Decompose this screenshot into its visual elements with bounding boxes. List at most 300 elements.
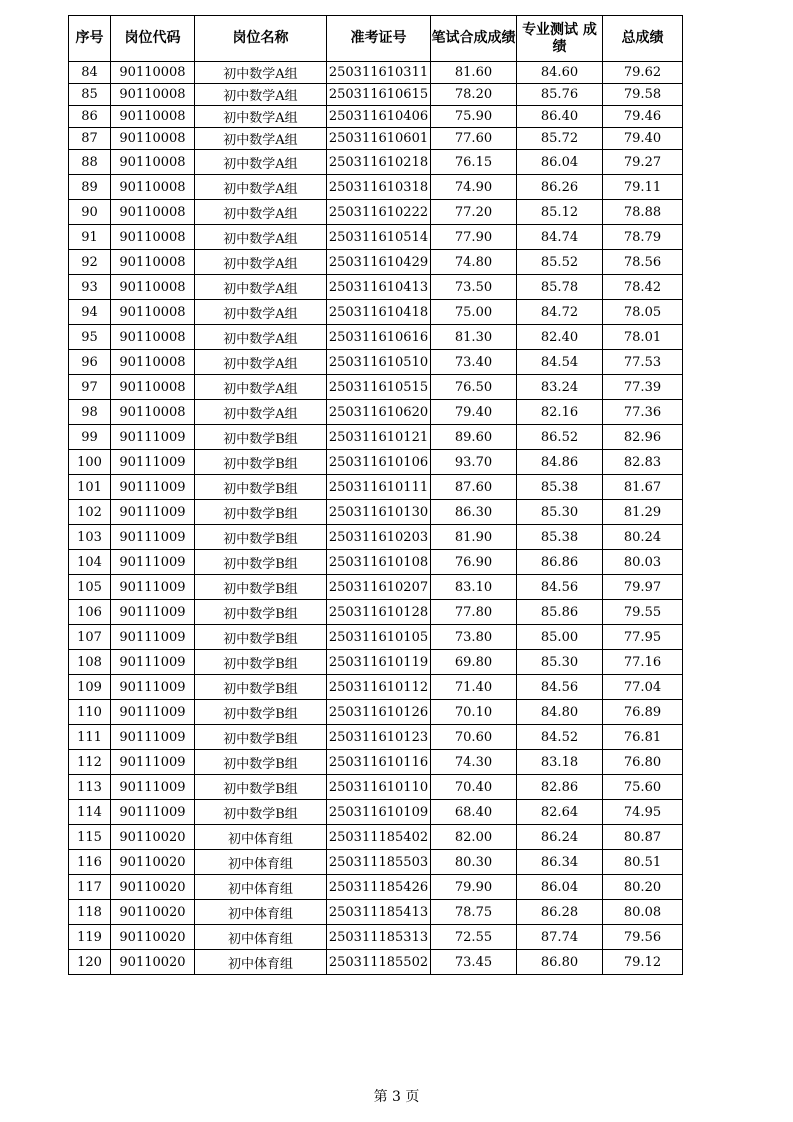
cell-post-name: 初中数学B组 (195, 775, 327, 800)
cell-written-score: 73.45 (431, 950, 517, 975)
cell-seq: 111 (69, 725, 111, 750)
table-row (69, 400, 683, 425)
cell-seq: 84 (69, 62, 111, 84)
cell-exam-id: 250311610111 (327, 475, 431, 500)
cell-post-code: 90111009 (111, 800, 195, 825)
cell-exam-id: 250311610123 (327, 725, 431, 750)
cell-total-score: 77.04 (603, 675, 683, 700)
cell-professional-score: 85.38 (517, 475, 603, 500)
cell-post-name: 初中数学A组 (195, 106, 327, 128)
table-row (69, 650, 683, 675)
cell-total-score: 77.53 (603, 350, 683, 375)
cell-seq: 108 (69, 650, 111, 675)
cell-post-name: 初中体育组 (195, 875, 327, 900)
cell-written-score: 76.90 (431, 550, 517, 575)
cell-post-code: 90110008 (111, 150, 195, 175)
cell-post-name: 初中数学B组 (195, 650, 327, 675)
cell-exam-id: 250311610119 (327, 650, 431, 675)
cell-seq: 109 (69, 675, 111, 700)
cell-professional-score: 86.52 (517, 425, 603, 450)
cell-seq: 93 (69, 275, 111, 300)
cell-written-score: 80.30 (431, 850, 517, 875)
cell-total-score: 79.55 (603, 600, 683, 625)
table-row (69, 850, 683, 875)
table-row (69, 425, 683, 450)
cell-post-code: 90110008 (111, 128, 195, 150)
cell-written-score: 69.80 (431, 650, 517, 675)
header-professional-score: 专业测试 成绩 (517, 16, 603, 62)
cell-post-code: 90111009 (111, 675, 195, 700)
cell-total-score: 78.01 (603, 325, 683, 350)
cell-professional-score: 84.60 (517, 62, 603, 84)
header-post-name: 岗位名称 (195, 16, 327, 62)
cell-seq: 86 (69, 106, 111, 128)
cell-post-name: 初中数学B组 (195, 575, 327, 600)
table-row (69, 575, 683, 600)
cell-seq: 101 (69, 475, 111, 500)
cell-professional-score: 86.80 (517, 950, 603, 975)
cell-seq: 96 (69, 350, 111, 375)
cell-professional-score: 84.80 (517, 700, 603, 725)
cell-post-name: 初中数学A组 (195, 84, 327, 106)
cell-seq: 91 (69, 225, 111, 250)
page-number: 第 3 页 (373, 1089, 420, 1105)
score-table (68, 15, 683, 975)
cell-post-name: 初中数学B组 (195, 625, 327, 650)
cell-post-name: 初中体育组 (195, 925, 327, 950)
cell-exam-id: 250311610108 (327, 550, 431, 575)
cell-written-score: 82.00 (431, 825, 517, 850)
cell-seq: 88 (69, 150, 111, 175)
cell-post-name: 初中数学B组 (195, 550, 327, 575)
cell-written-score: 70.60 (431, 725, 517, 750)
cell-exam-id: 250311610126 (327, 700, 431, 725)
cell-seq: 85 (69, 84, 111, 106)
cell-total-score: 79.40 (603, 128, 683, 150)
cell-exam-id: 250311610318 (327, 175, 431, 200)
cell-post-code: 90110008 (111, 106, 195, 128)
cell-total-score: 78.88 (603, 200, 683, 225)
table-row (69, 550, 683, 575)
cell-post-code: 90111009 (111, 425, 195, 450)
cell-post-code: 90110008 (111, 350, 195, 375)
cell-exam-id: 250311185503 (327, 850, 431, 875)
cell-post-code: 90110008 (111, 62, 195, 84)
cell-total-score: 81.29 (603, 500, 683, 525)
cell-seq: 120 (69, 950, 111, 975)
cell-professional-score: 86.04 (517, 150, 603, 175)
cell-post-name: 初中数学B组 (195, 500, 327, 525)
cell-professional-score: 83.18 (517, 750, 603, 775)
table-row (69, 200, 683, 225)
cell-total-score: 80.51 (603, 850, 683, 875)
cell-post-code: 90110020 (111, 925, 195, 950)
cell-exam-id: 250311610515 (327, 375, 431, 400)
cell-total-score: 82.83 (603, 450, 683, 475)
cell-total-score: 76.89 (603, 700, 683, 725)
cell-post-code: 90111009 (111, 700, 195, 725)
cell-exam-id: 250311610222 (327, 200, 431, 225)
cell-exam-id: 250311610105 (327, 625, 431, 650)
cell-professional-score: 82.64 (517, 800, 603, 825)
cell-post-code: 90111009 (111, 750, 195, 775)
table-row (69, 300, 683, 325)
cell-post-name: 初中数学B组 (195, 600, 327, 625)
cell-post-name: 初中体育组 (195, 900, 327, 925)
cell-total-score: 79.11 (603, 175, 683, 200)
cell-exam-id: 250311610510 (327, 350, 431, 375)
header-seq: 序号 (69, 16, 111, 62)
cell-seq: 118 (69, 900, 111, 925)
cell-post-code: 90111009 (111, 475, 195, 500)
cell-post-name: 初中数学A组 (195, 175, 327, 200)
cell-professional-score: 85.00 (517, 625, 603, 650)
cell-written-score: 89.60 (431, 425, 517, 450)
cell-post-name: 初中数学B组 (195, 700, 327, 725)
cell-professional-score: 87.74 (517, 925, 603, 950)
table-row (69, 800, 683, 825)
cell-seq: 103 (69, 525, 111, 550)
table-row (69, 150, 683, 175)
cell-written-score: 77.20 (431, 200, 517, 225)
cell-seq: 114 (69, 800, 111, 825)
cell-post-code: 90110008 (111, 375, 195, 400)
cell-seq: 110 (69, 700, 111, 725)
cell-post-code: 90110008 (111, 325, 195, 350)
cell-post-name: 初中数学A组 (195, 400, 327, 425)
cell-written-score: 81.30 (431, 325, 517, 350)
cell-post-code: 90111009 (111, 575, 195, 600)
cell-seq: 116 (69, 850, 111, 875)
cell-exam-id: 250311610601 (327, 128, 431, 150)
cell-exam-id: 250311610616 (327, 325, 431, 350)
cell-post-name: 初中体育组 (195, 950, 327, 975)
cell-exam-id: 250311610418 (327, 300, 431, 325)
cell-post-name: 初中数学A组 (195, 275, 327, 300)
cell-written-score: 83.10 (431, 575, 517, 600)
table-row (69, 825, 683, 850)
cell-post-name: 初中数学A组 (195, 128, 327, 150)
cell-post-name: 初中数学B组 (195, 450, 327, 475)
cell-post-code: 90110008 (111, 84, 195, 106)
cell-post-name: 初中数学A组 (195, 200, 327, 225)
cell-post-name: 初中数学B组 (195, 725, 327, 750)
table-row (69, 900, 683, 925)
cell-total-score: 80.03 (603, 550, 683, 575)
cell-exam-id: 250311610406 (327, 106, 431, 128)
table-row (69, 600, 683, 625)
cell-total-score: 80.24 (603, 525, 683, 550)
cell-total-score: 80.87 (603, 825, 683, 850)
cell-total-score: 81.67 (603, 475, 683, 500)
cell-post-code: 90111009 (111, 500, 195, 525)
cell-post-code: 90110008 (111, 200, 195, 225)
cell-exam-id: 250311610130 (327, 500, 431, 525)
cell-written-score: 73.80 (431, 625, 517, 650)
cell-total-score: 77.16 (603, 650, 683, 675)
cell-seq: 89 (69, 175, 111, 200)
cell-seq: 98 (69, 400, 111, 425)
cell-exam-id: 250311610106 (327, 450, 431, 475)
cell-exam-id: 250311610128 (327, 600, 431, 625)
cell-exam-id: 250311610620 (327, 400, 431, 425)
cell-total-score: 79.56 (603, 925, 683, 950)
header-written-score: 笔试合成成绩 (431, 16, 517, 62)
table-row (69, 725, 683, 750)
table-row (69, 475, 683, 500)
cell-professional-score: 85.52 (517, 250, 603, 275)
cell-professional-score: 84.52 (517, 725, 603, 750)
header-exam-id: 准考证号 (327, 16, 431, 62)
cell-total-score: 82.96 (603, 425, 683, 450)
cell-professional-score: 86.34 (517, 850, 603, 875)
table-row (69, 275, 683, 300)
cell-seq: 92 (69, 250, 111, 275)
cell-exam-id: 250311185502 (327, 950, 431, 975)
cell-written-score: 74.30 (431, 750, 517, 775)
cell-written-score: 70.40 (431, 775, 517, 800)
cell-exam-id: 250311185402 (327, 825, 431, 850)
cell-professional-score: 85.72 (517, 128, 603, 150)
table-row (69, 175, 683, 200)
cell-exam-id: 250311185426 (327, 875, 431, 900)
cell-seq: 102 (69, 500, 111, 525)
cell-written-score: 78.20 (431, 84, 517, 106)
cell-written-score: 74.90 (431, 175, 517, 200)
cell-professional-score: 85.30 (517, 650, 603, 675)
cell-seq: 115 (69, 825, 111, 850)
cell-post-name: 初中数学A组 (195, 62, 327, 84)
cell-professional-score: 83.24 (517, 375, 603, 400)
cell-post-code: 90111009 (111, 650, 195, 675)
cell-total-score: 76.80 (603, 750, 683, 775)
cell-total-score: 77.95 (603, 625, 683, 650)
cell-post-code: 90110020 (111, 825, 195, 850)
table-row (69, 700, 683, 725)
cell-post-name: 初中数学B组 (195, 675, 327, 700)
cell-post-code: 90111009 (111, 775, 195, 800)
cell-seq: 94 (69, 300, 111, 325)
cell-seq: 97 (69, 375, 111, 400)
cell-exam-id: 250311610116 (327, 750, 431, 775)
cell-seq: 104 (69, 550, 111, 575)
cell-post-code: 90111009 (111, 600, 195, 625)
table-row (69, 925, 683, 950)
cell-seq: 117 (69, 875, 111, 900)
cell-written-score: 68.40 (431, 800, 517, 825)
cell-total-score: 76.81 (603, 725, 683, 750)
cell-total-score: 79.62 (603, 62, 683, 84)
cell-post-name: 初中数学B组 (195, 750, 327, 775)
cell-written-score: 79.40 (431, 400, 517, 425)
cell-exam-id: 250311610203 (327, 525, 431, 550)
cell-post-name: 初中数学A组 (195, 225, 327, 250)
table-row (69, 675, 683, 700)
cell-total-score: 77.36 (603, 400, 683, 425)
cell-written-score: 86.30 (431, 500, 517, 525)
cell-total-score: 80.08 (603, 900, 683, 925)
table-body (69, 62, 683, 975)
table-row (69, 525, 683, 550)
cell-written-score: 93.70 (431, 450, 517, 475)
cell-total-score: 77.39 (603, 375, 683, 400)
cell-post-code: 90110020 (111, 850, 195, 875)
cell-written-score: 79.90 (431, 875, 517, 900)
cell-total-score: 79.27 (603, 150, 683, 175)
cell-written-score: 81.60 (431, 62, 517, 84)
table-row (69, 106, 683, 128)
cell-exam-id: 250311610110 (327, 775, 431, 800)
cell-professional-score: 85.76 (517, 84, 603, 106)
cell-professional-score: 86.24 (517, 825, 603, 850)
cell-total-score: 78.79 (603, 225, 683, 250)
cell-seq: 105 (69, 575, 111, 600)
cell-post-code: 90110008 (111, 400, 195, 425)
cell-written-score: 73.40 (431, 350, 517, 375)
cell-total-score: 78.42 (603, 275, 683, 300)
cell-professional-score: 85.86 (517, 600, 603, 625)
cell-exam-id: 250311610112 (327, 675, 431, 700)
cell-post-name: 初中数学B组 (195, 800, 327, 825)
table-row (69, 775, 683, 800)
cell-post-code: 90110020 (111, 875, 195, 900)
cell-exam-id: 250311610109 (327, 800, 431, 825)
cell-total-score: 75.60 (603, 775, 683, 800)
cell-professional-score: 85.78 (517, 275, 603, 300)
cell-written-score: 81.90 (431, 525, 517, 550)
cell-post-code: 90110020 (111, 900, 195, 925)
table-row (69, 250, 683, 275)
cell-written-score: 78.75 (431, 900, 517, 925)
header-row (69, 16, 683, 62)
cell-seq: 113 (69, 775, 111, 800)
cell-post-name: 初中数学A组 (195, 375, 327, 400)
cell-seq: 90 (69, 200, 111, 225)
cell-exam-id: 250311185413 (327, 900, 431, 925)
cell-post-code: 90110020 (111, 950, 195, 975)
cell-written-score: 76.15 (431, 150, 517, 175)
cell-post-name: 初中数学B组 (195, 475, 327, 500)
cell-post-code: 90110008 (111, 250, 195, 275)
cell-post-name: 初中数学B组 (195, 525, 327, 550)
cell-professional-score: 84.56 (517, 575, 603, 600)
table-row (69, 84, 683, 106)
table-row (69, 375, 683, 400)
cell-exam-id: 250311610121 (327, 425, 431, 450)
cell-exam-id: 250311610514 (327, 225, 431, 250)
table-row (69, 625, 683, 650)
table-row (69, 325, 683, 350)
table-row (69, 950, 683, 975)
cell-post-name: 初中数学A组 (195, 300, 327, 325)
cell-post-name: 初中数学A组 (195, 250, 327, 275)
cell-professional-score: 85.30 (517, 500, 603, 525)
cell-post-code: 90110008 (111, 175, 195, 200)
cell-exam-id: 250311185313 (327, 925, 431, 950)
cell-professional-score: 85.12 (517, 200, 603, 225)
cell-seq: 119 (69, 925, 111, 950)
cell-post-code: 90111009 (111, 450, 195, 475)
cell-seq: 100 (69, 450, 111, 475)
cell-post-code: 90111009 (111, 525, 195, 550)
cell-seq: 106 (69, 600, 111, 625)
cell-written-score: 72.55 (431, 925, 517, 950)
cell-written-score: 77.90 (431, 225, 517, 250)
cell-post-code: 90110008 (111, 275, 195, 300)
cell-seq: 107 (69, 625, 111, 650)
cell-post-code: 90111009 (111, 625, 195, 650)
cell-seq: 95 (69, 325, 111, 350)
cell-professional-score: 84.56 (517, 675, 603, 700)
cell-professional-score: 86.26 (517, 175, 603, 200)
cell-professional-score: 82.86 (517, 775, 603, 800)
cell-professional-score: 84.74 (517, 225, 603, 250)
cell-post-name: 初中数学A组 (195, 350, 327, 375)
cell-written-score: 73.50 (431, 275, 517, 300)
cell-post-name: 初中数学A组 (195, 150, 327, 175)
cell-total-score: 79.46 (603, 106, 683, 128)
cell-professional-score: 82.40 (517, 325, 603, 350)
cell-written-score: 74.80 (431, 250, 517, 275)
cell-exam-id: 250311610615 (327, 84, 431, 106)
cell-total-score: 78.05 (603, 300, 683, 325)
cell-professional-score: 84.86 (517, 450, 603, 475)
cell-total-score: 78.56 (603, 250, 683, 275)
cell-post-name: 初中体育组 (195, 825, 327, 850)
cell-total-score: 79.97 (603, 575, 683, 600)
cell-professional-score: 86.28 (517, 900, 603, 925)
table-row (69, 128, 683, 150)
cell-post-name: 初中数学A组 (195, 325, 327, 350)
cell-professional-score: 82.16 (517, 400, 603, 425)
cell-exam-id: 250311610413 (327, 275, 431, 300)
cell-seq: 99 (69, 425, 111, 450)
header-total-score: 总成绩 (603, 16, 683, 62)
cell-exam-id: 250311610218 (327, 150, 431, 175)
table-row (69, 450, 683, 475)
cell-post-code: 90110008 (111, 300, 195, 325)
cell-post-code: 90111009 (111, 550, 195, 575)
cell-professional-score: 86.04 (517, 875, 603, 900)
cell-written-score: 87.60 (431, 475, 517, 500)
table-row (69, 350, 683, 375)
cell-written-score: 75.90 (431, 106, 517, 128)
cell-written-score: 71.40 (431, 675, 517, 700)
cell-total-score: 74.95 (603, 800, 683, 825)
cell-professional-score: 84.54 (517, 350, 603, 375)
cell-exam-id: 250311610207 (327, 575, 431, 600)
cell-seq: 87 (69, 128, 111, 150)
cell-post-name: 初中数学B组 (195, 425, 327, 450)
cell-total-score: 79.12 (603, 950, 683, 975)
cell-professional-score: 85.38 (517, 525, 603, 550)
cell-professional-score: 84.72 (517, 300, 603, 325)
cell-written-score: 77.80 (431, 600, 517, 625)
cell-total-score: 79.58 (603, 84, 683, 106)
header-post-code: 岗位代码 (111, 16, 195, 62)
cell-professional-score: 86.40 (517, 106, 603, 128)
table-row (69, 225, 683, 250)
cell-post-name: 初中体育组 (195, 850, 327, 875)
cell-total-score: 80.20 (603, 875, 683, 900)
table-row (69, 750, 683, 775)
cell-exam-id: 250311610311 (327, 62, 431, 84)
cell-written-score: 75.00 (431, 300, 517, 325)
cell-seq: 112 (69, 750, 111, 775)
cell-written-score: 77.60 (431, 128, 517, 150)
cell-written-score: 76.50 (431, 375, 517, 400)
cell-written-score: 70.10 (431, 700, 517, 725)
